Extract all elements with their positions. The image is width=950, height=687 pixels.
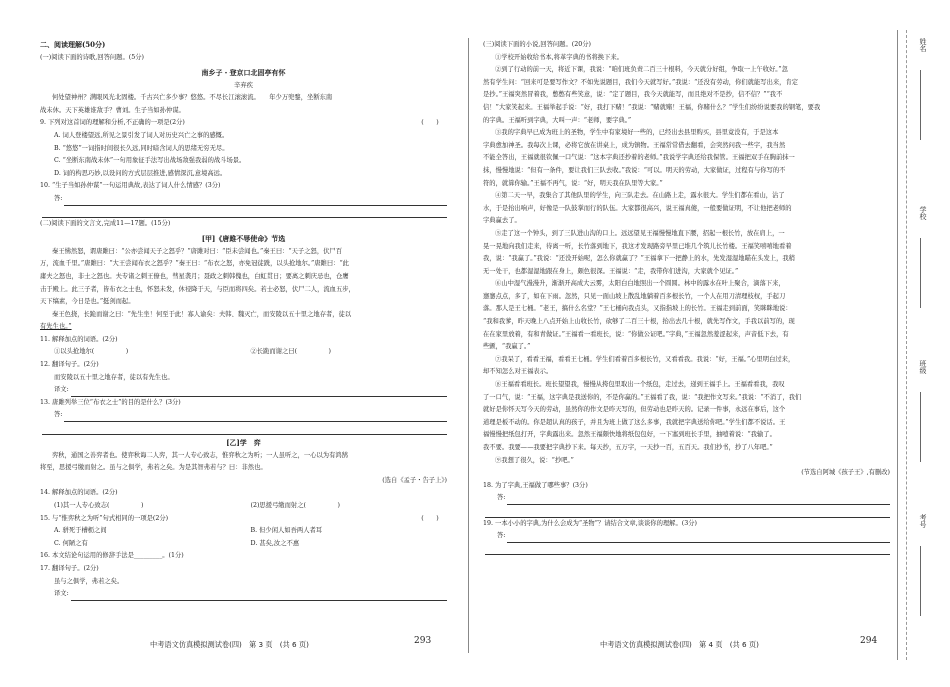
answer-bracket[interactable]: ( ) [421,119,439,127]
story-line: ⑥山中湿气漫漫升，渐渐开高成大云雾，太阳白白地照出一个圆圆。林中的露水在叶上聚合，滴落下来， [495,280,785,288]
story-line: ⑤走了这一个钟头，到了三队进山沟的口上。远远望见王福慢慢地直下腰，招起一根长竹，放在肩上，一 [495,229,785,237]
text-b-title: [乙]学 弈 [226,437,261,447]
story-line: 在在家里放着，有和青做证。”王福看一看班长，说：“你做公证吧。”字典，”王福忽然羞涩起来，声音低下去，有 [483,330,789,338]
question-14-items [40,500,447,513]
question-18: 18. 为了字典,王福做了哪些事？(3分) [483,481,588,489]
poem-author: 辛弃疾 [234,81,253,89]
answer-label: 答: [497,532,506,540]
translation-line[interactable] [40,384,447,397]
class-label: 班级 [919,360,927,374]
translation-label: 译文: [54,386,69,394]
question-11: 11. 解释加点的词语。(2分) [40,335,118,343]
left-page [40,38,447,601]
story-line: ⑧王福看看班长。班长望望我，慢慢从挎包里取出一个纸包，走过去，递到王福手上。王福看看我，我叹 [495,381,785,389]
text-b-line: 弈秋，通国之善弈者也。使弈秋诲二人弈，其一人专心致志，惟弈秋之为听；一人虽听之，一心以为有鸿鹄 [52,451,348,459]
story-line: 信！”大家笑起来。王福举起手说：“好，我打下赌！”我说：“赌就赌！王福，你赌什么？”学生们纷纷说要我的钢笔，要我 [483,103,821,111]
story-line: ⑦我呆了，看看王福，看看王七桶。学生们看着百多根长竹，又看看我。我说：“好，王福。”心里明白过来， [495,355,795,363]
answer-line[interactable] [40,206,447,219]
text-b-line: 将至，思援弓缴而射之。虽与之俱学，弗若之矣。为是其智弗若与？曰：非然也。 [40,464,267,472]
q14-item-1[interactable]: (1)其一人专心致志( ) [54,502,144,509]
story-line: 我，说：“我赢了。”我说：“还没开始呢，怎么你就赢了？”王福拿下一把静上的水，先发湿湿地瞄在头发上，我稍 [483,255,795,263]
question-9 [40,117,447,130]
answer-label: 答: [54,194,63,202]
text-a-title: [甲]《唐雎不辱使命》节选 [201,233,286,243]
story-line: ①学校开始收给书本,将革字典的书将换下来。 [495,53,623,61]
page-number: 293 [414,636,432,646]
story-line: 不能全答出，王福就很钦佩一口气说：“这本字典还抄着的老师。”我说学字典还给我保管。王福把双手在胸前抹一 [483,154,795,162]
option-c[interactable]: C. 何陋之有 [54,539,88,547]
q15-options-row [40,525,447,538]
story-line: 字典愈加神圣。我每次上课，必将它放在讲桌上，成为镇物。王福常常借去翻看，会突然问我一些字，我当然 [483,141,786,149]
page-number: 294 [860,636,878,646]
question-10: 10. “生子当如孙仲谋”一句运用典故,表达了词人什么情感？(3分) [40,182,221,190]
page-footer: 中考语文仿真模拟测试卷(四) 第 3 页 (共 6 页) [150,640,309,649]
page-footer: 中考语文仿真模拟测试卷(四) 第 4 页 (共 6 页) [600,640,759,649]
story-line: 就好是你怀天写今天的劳动，虽然你的作文是昨天写的，但劳动也是昨天的。记录一件事，永远在事后，这个 [483,406,786,414]
answer-line[interactable] [483,543,890,556]
text-a-line: 万，流血千里。”唐雎曰：“大王尝闻布衣之怒乎？”秦王曰：“布衣之怒，亦免冠徒跣，以头抢地尔。”唐雎曰：“此 [40,260,349,268]
story-line: 抹，慢慢地说：“但有一条件，要让我们三队去收。”我说：“可以。明天的劳动，大家做证，过程有与你写的不 [483,166,786,174]
answer-line[interactable] [40,422,447,435]
page-divider [468,38,469,653]
question-17: 17. 翻译句子。(2分) [40,564,99,572]
class-field[interactable] [920,392,921,462]
option-a[interactable]: A. 词人登楼望远,所见之景引发了词人对历史兴亡之事的感慨。 [54,131,229,139]
part1-intro: (一)阅读下面的诗歌,回答问题。(5分) [40,54,144,61]
text-a-line: 秦王色挠，长跪而谢之曰：“先生坐！何至于此！寡人谕矣：夫韩、魏灭亡，而安陵以五十里之地存者，徒以 [52,310,352,318]
story-line: 福慢慢把纸包打开，字典露出来。忽然王福颇快地将纸包包好，一下塞到班长手里，抽噎着说：“我输了。 [483,431,776,439]
id-label: 考号 [919,514,927,528]
story-line: 水，于是抬出响声，好像是一队鼓掌而行的队伍。大家都很高兴，说王福真傻，一般要做证明，不让他把老师的 [483,204,792,212]
translation-line[interactable] [40,588,447,601]
question-15 [40,513,447,526]
text-a-line: 天下缟素，今日是也。”挺剑而起。 [40,298,135,306]
story-line: “我和我爹，昨天晚上八点开始上山收长竹，砍够了二百三十根，抬出去几十根，就先写作文，手我以前写的，现 [483,318,795,326]
answer-line[interactable] [483,530,890,543]
name-label: 姓名 [919,38,927,52]
answer-line[interactable] [40,193,447,206]
text-a-line: 击于殿上。此三子者，皆布衣之士也，怀怒未发，休祲降于天，与臣而将四矣。若士必怒，伏尸二人，流血五步， [40,285,355,293]
option-b[interactable]: B. 但少闲人如吾两人者耳 [250,527,323,535]
q15-options-row [40,538,447,551]
q12-sentence: 而安陵以五十里之地存者，徒以有先生也。 [54,373,174,381]
story-line: 字典赢去了。 [483,217,521,225]
answer-label: 答: [497,494,506,502]
story-line: 然有学生问：“回来可是要写作文？不如先说题目，我们今天就写好。”我说：“还没有劳动，你们就能写出来，肯定 [483,78,799,86]
story-line: ③我的字典早已成为班上的圣物，学生中有家境好一些的，已经出去县里购买，县里竟没有，于是这本 [495,129,779,137]
question-text: 15. 与“惟弈秋之为听”句式相同的一项是(2分) [40,514,169,522]
id-field[interactable] [920,546,921,616]
q11-item-2[interactable]: ②长跪而谢之曰( ) [250,348,331,356]
story-line: ②到了行动的前一天，将近下课，我说：“咱们班负责二百三十根料，今天就分好组，争取一上午收好。”忽 [495,66,788,74]
story-line: 晃一晃地向我们走来，待离一听，长竹落到地下，我这才发现路旁早里已堆几个筑儿长竹楼。王福笑嘻嘻地看着 [483,242,792,250]
text-a-line [40,321,447,334]
part2-intro: (二)阅读下面的文言文,完成11—17题。(15分) [40,220,171,228]
story-line: 道理是板不动的。你是超认真的孩子，并且为班上做了这么多事，我就把字典送给你吧。”学生们都不说话。王 [483,418,786,426]
story-line: 却不知怎么对王福表示。 [483,368,553,376]
q11-item-1[interactable]: ①以头抢地尔( ) [54,348,129,356]
underlined-sentence: 有先生也。” [40,323,72,331]
story-line: 些颤，“我赢了。” [483,343,531,351]
option-d[interactable]: D. 甚矣,汝之不惠 [250,539,300,547]
option-b[interactable]: B. “悠悠”一词指时间很长久远,同时暗含词人的思绪无穷无尽。 [54,144,229,152]
question-16: 16. 本文结论句运用的修辞手法是_________。(1分) [40,552,184,560]
text-a-line: 庸夫之怒也，非士之怒也。夫专诸之刺王僚也，彗星袭月；聂政之刺韩傀也，白虹贯日；要离之刺庆忌也，仓鹰 [40,272,349,280]
option-c[interactable]: C. “坐断东南战未休”一句用象征手法写出战场敌强我弱的战斗场景。 [54,157,246,165]
question-11-items [40,346,447,359]
poem-line: 何处望神州？满眼风光北固楼。千古兴亡多少事？悠悠。不尽长江滚滚流。 年少万兜鍪，坐断东南 [52,94,333,102]
cut-line [906,30,907,660]
poem-line: 战未休。天下英雄谁敌手？曹刘。生子当如孙仲谋。 [40,106,185,114]
text-b-source: (选自《孟子・告子上》) [382,476,447,484]
story-line: 是抄。”王福突然冒着我，憋憋有些笑意，说：“定了题目，我今天就能写，而且绝对不是抄，信不信？”“我不 [483,91,783,99]
story-line: 落。那人是王七桶。“老王，搞什么名堂？”王七桶向我点头，又指指坡上的长竹。王福走到前面，笑眯眯地说： [483,305,792,313]
q14-item-2[interactable]: (2)思援弓缴而射之( ) [250,502,340,509]
question-12: 12. 翻译句子。(2分) [40,361,99,369]
story-line: ⑨我想了很久，说：“抄吧。” [495,456,574,464]
story-source: (节选自阿城《孩子王》,有删改) [801,469,890,477]
school-label: 学校 [919,206,927,220]
option-d[interactable]: D. 词的构思巧妙,以设问的方式层层推进,感情深沉,意境高远。 [54,169,227,177]
question-text: 9. 下列对这首词的理解和分析,不正确的一项是(2分) [40,119,185,127]
section-title: 二、阅读理解(50分) [40,40,106,49]
story-line: 的字典。王福听到字典，大叫一声：“老师，要字典。” [483,116,632,124]
story-line: 符的，就算你输。”王福不再气，说：“好，明天我在队里等大家。” [483,179,663,187]
question-14: 14. 解释加点的词语。(2分) [40,489,118,497]
name-field[interactable] [920,70,921,140]
story-line: 无一处干，也都湿湿地跟在身上，颇色很深。王福说：“走，我带你们进沟，大家就个见证。” [483,267,739,275]
answer-line[interactable] [483,505,890,518]
question-19: 19. 一本小小的字典,为什么会成为“圣物”？请结合文章,谈谈你的理解。(3分) [483,519,697,527]
answer-line[interactable] [483,492,890,505]
question-13: 13. 唐雎列举三位“布衣之士”的目的是什么？(3分) [40,398,181,406]
q17-sentence: 虽与之俱学，弗若之矣。 [54,577,124,585]
binding-margin [897,30,950,660]
poem-title: 南乡子・登京口北固亭有怀 [201,67,286,77]
answer-line[interactable] [40,409,447,422]
answer-bracket[interactable]: ( ) [421,514,439,522]
story-line: 了一口气，说：“王福，这字典是我送你的，不是你赢的。”王福看了我，说：“我把作文写来。”我说：“不消了，我们 [483,393,802,401]
right-page [483,38,890,555]
story-line: 我不要。我要——我要把字典抄下来。每天抄，五万字，一天抄一百，五百天。我们抄书，抄了八年吧。” [483,444,773,451]
option-a[interactable]: A. 骈死于槽枥之间 [54,527,107,535]
school-field[interactable] [920,238,921,308]
part3-intro: (三)阅读下面的小说,回答问题。(20分) [483,41,591,48]
text-a-line: 秦王怫然怒，谓唐雎曰：“公亦尝闻天子之怒乎？”唐雎对曰：“臣未尝闻也。”秦王曰：“天子之怒，伏尸百 [52,247,343,255]
answer-label: 答: [54,411,63,419]
story-line: 窸窸点点，多了，如在下雨。忽然，只见一面山坡上散乱地躺着百多根长竹，一个人在用刀清理枝杈，手起刀 [483,292,786,300]
story-line: ④第二天一早，我集合了其他队里的学生，向三队走去。在山路上走，露水很大。学生们都在看山，沾了 [495,192,785,200]
translation-label: 译文: [54,590,69,598]
